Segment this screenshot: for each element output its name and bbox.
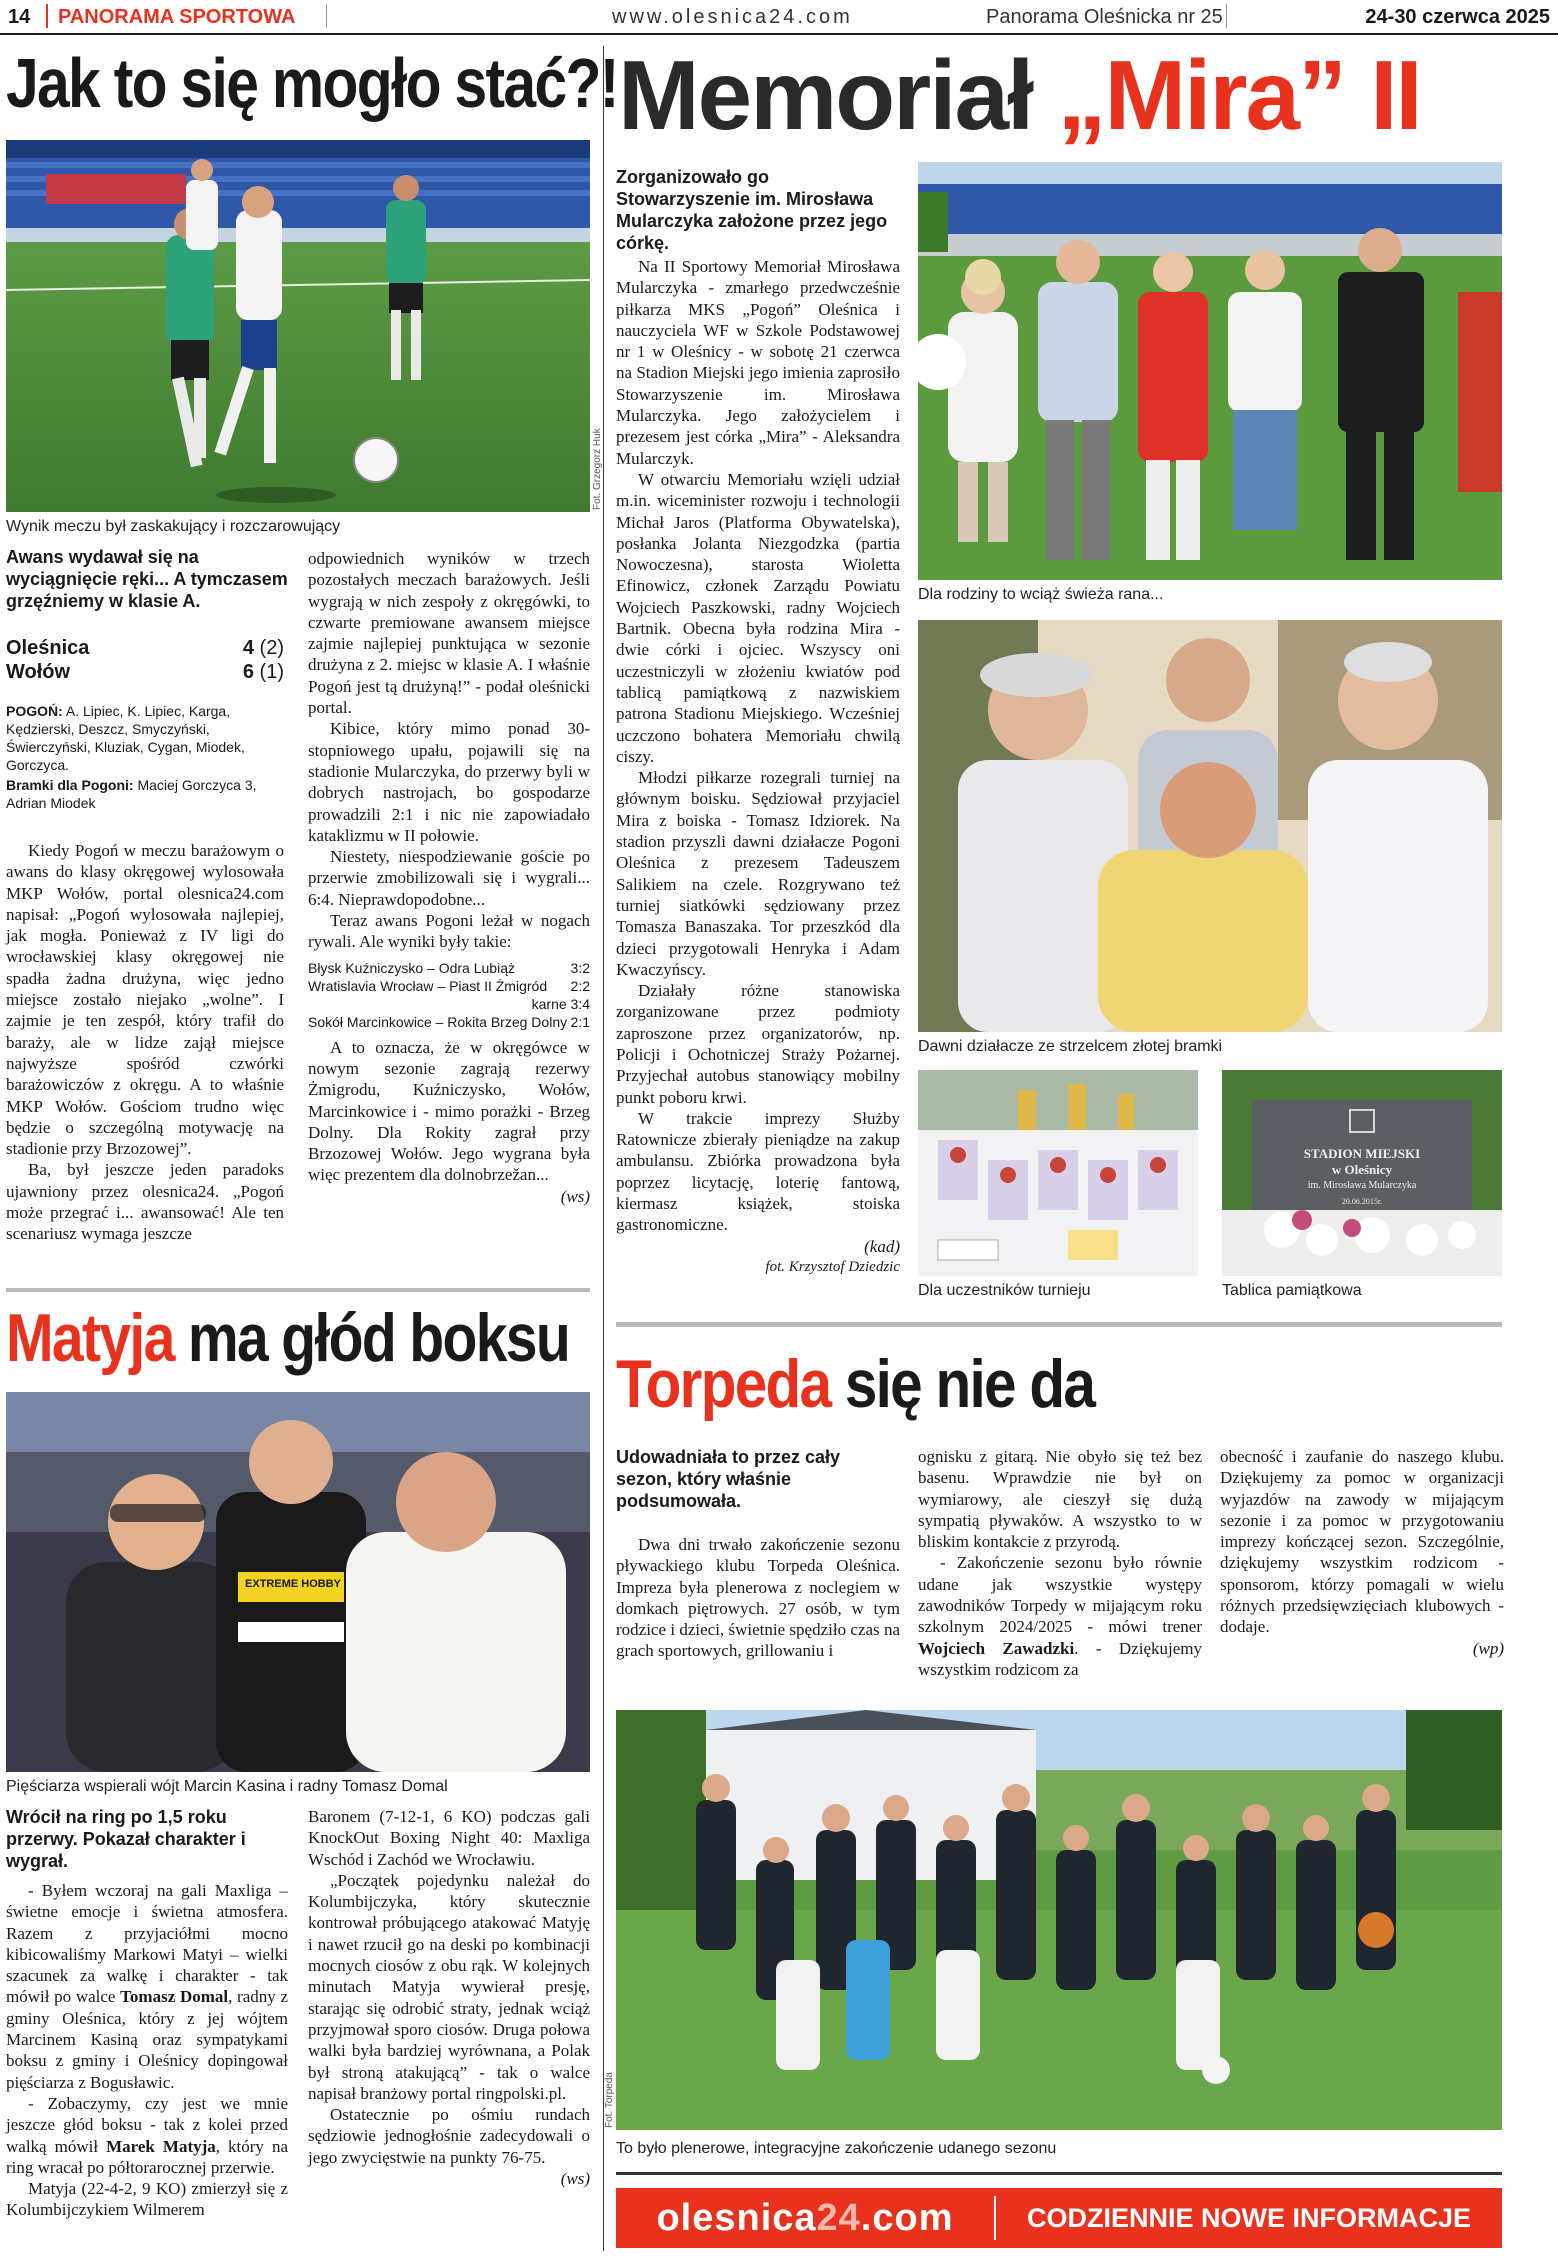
plaque-text — [1252, 1146, 1472, 1210]
article2-caption4: Tablica pamiątkowa — [1222, 1282, 1362, 1299]
article4-photo — [616, 1710, 1502, 2130]
plaque-line: w Oleśnicy — [1331, 1162, 1393, 1177]
results-table — [308, 959, 590, 1031]
paragraph: Dwa dni trwało zakończenie sezonu pływackiego klubu Torpeda Oleśnica. Impreza była plenerowa z noclegiem w domkach piętrowych. 27 osób, w tym rodzice i dzieci, świetnie spędziło czas na grach sportowych, grillowaniu i — [616, 1535, 900, 1661]
article1-lead: Awans wydawał się na wyciągnięcie ręki... A tymczasem grzęźniemy w klasie A. — [6, 547, 288, 611]
away-half: (1) — [259, 661, 284, 683]
article2-photo-family — [918, 162, 1502, 580]
paragraph: Młodzi piłkarze rozegrali turniej na głównym boisku. Sędziował przyjaciel Mira z boiska - Tomasz Idziorek. Na stadion przyszli dawni działacze Pogoni Oleśnica z prezesem Tadeuszem Salikiem na czele. Rozgrywano też turniej siatkówki sędziowany przez Tomasza Banaszaka. Tor przeszkód dla dzieci przygotowali Henryka i Adam Kwaczyńscy. — [616, 768, 900, 979]
paragraph: - Zobaczymy, czy jest we mnie jeszcze głód boksu - tak z kolei przed walką mówił Marek Matyja, który na ring wracał po półtorarocznej przerwie. — [6, 2093, 289, 2177]
section-rule — [616, 1322, 1502, 1327]
header-divider — [1226, 4, 1227, 28]
paragraph: „Początek pojedynku należał do Kolumbijczyka, który skutecznie kontrował próbującego atakować Matyję i nawet rzucił go na deski po kombinacji mocnych ciosów z obu rąk. W kolejnych minutach Matyja wywierał presję, starając się odrobić straty, jednak wciąż przyjmował sporo ciosów. Druga połowa walki była bardziej wyrównana, a Polak był stroną atakującą” - tak o walce napisał branżowy portal ringpolski.pl. — [308, 1870, 590, 2103]
person-name: Tomasz Domal — [120, 1987, 229, 2007]
paragraph: Niestety, niespodziewanie goście po przerwie zmobilizowali się i wygrali... 6:4. Nieprawdopodobne... — [308, 847, 590, 909]
article1-photo — [6, 140, 590, 512]
article3-photo — [6, 1392, 590, 1772]
article4-headline — [616, 1346, 1095, 1422]
result-row: karne 3:4 — [531, 995, 590, 1012]
result-row: Błysk Kuźniczysko – Odra Lubiąż 3:2 — [308, 959, 590, 976]
article1-caption: Wynik meczu był zaskakujący i rozczarowujący — [6, 518, 341, 535]
football-match-photo — [6, 140, 590, 512]
header-rule — [0, 33, 1558, 35]
photo-credit: Fot. Grzegorz Huk — [592, 428, 603, 510]
person-name: Wojciech Zawadzki — [918, 1638, 1075, 1658]
article4-col3 — [1220, 1446, 1504, 1659]
issue-number: Panorama Oleśnicka nr 25 — [986, 6, 1223, 28]
paragraph: odpowiednich wyników w trzech pozostałych meczach barażowych. Jeśli wygrają w nich zespoły z okręgówki, to czwarte premiowane awansem miejsce zajmie najlepiej punktująca w sezonie drużyna z 2. miejsc w klasie A. I właśnie Pogoń jest tą drużyną!” - podał oleśnicki portal. — [308, 549, 590, 718]
scorers-text: Maciej Gorczyca 3, Adrian Miodek — [6, 777, 257, 811]
page-header — [0, 0, 1558, 34]
lineup — [6, 702, 284, 774]
paragraph: Kibice, który mimo ponad 30-stopniowego upału, pojawili się na stadionie Mularczyka, do przerwy byli w dobrych nastrojach, bo gospodarze prowadzili 2:1 i nic nie zapowiadało kataklizmu w II połowie. — [308, 719, 590, 845]
banner-slogan: CODZIENNIE NOWE INFORMACJE — [1026, 2202, 1471, 2233]
score-home — [6, 636, 284, 660]
photo-credit: Fot. Torpeda — [604, 2072, 615, 2128]
person-name: Marek Matyja — [106, 2136, 216, 2156]
signature: (kad) — [864, 1236, 900, 1256]
article1-col2 — [308, 548, 590, 1207]
headline-accent: Torpeda — [616, 1346, 831, 1422]
family-photo — [918, 162, 1502, 580]
banner-site-name[interactable]: olesnica24.com — [656, 2196, 954, 2239]
article2-photo-plaque — [1222, 1070, 1502, 1276]
article2-headline — [618, 40, 1421, 150]
headline-part: ma głód boksu — [173, 1300, 570, 1376]
article2-text — [616, 256, 900, 1278]
paragraph: Baronem (7-12-1, 6 KO) podczas gali KnockOut Boxing Night 40: Maxliga Wschód i Zachód we Wrocławiu. — [308, 1807, 590, 1869]
article2-caption2: Dawni działacze ze strzelcem złotej bramki — [918, 1038, 1223, 1055]
swimmers-group-photo — [616, 1710, 1502, 2130]
article3-col1 — [6, 1880, 288, 2221]
paragraph: ognisku z gitarą. Nie obyło się też bez basenu. Wprawdzie nie był on wymiarowy, ale cieszył się dużą sympatią pływaków. A wszystko to w bliskim kontakcie z przyrodą. — [918, 1447, 1202, 1552]
result-row: Sokół Marcinkowice – Rokita Brzeg Dolny 2:1 — [308, 1013, 590, 1030]
article3-lead: Wrócił na ring po 1,5 roku przerwy. Pokazał charakter i wygrał. — [6, 1807, 246, 1871]
home-half: (2) — [259, 637, 284, 659]
headline-accent: „Mira” II — [1057, 40, 1421, 150]
headline-accent: Matyja — [6, 1300, 174, 1376]
paragraph: W otwarciu Memoriału wzięli udział m.in. wiceminister rozwoju i technologii Michał Jaros (Platforma Obywatelska), posłanka Jolanta Niezgodzka (partia Nowoczesna), starosta Wioletta Efinowicz, członek Zarządu Powiatu Wojciech Paszkowski, radny Wojciech Bartnik. Obecna była rodzina Mira - dwie córki i ojciec. Wszyscy oni uczestniczyli w złożeniu kwiatów pod tablicą pamiątkową z nazwiskiem patrona Stadionu Miejskiego. Wcześniej uczczono bohatera Memoriału chwilą ciszy. — [616, 469, 900, 766]
article4-caption: To było plenerowe, integracyjne zakończenie udanego sezonu — [616, 2140, 1057, 2157]
scorers-label: Bramki dla Pogoni: — [6, 777, 134, 793]
activists-photo — [918, 620, 1502, 1032]
photo-note: fot. Krzysztof Dziedzic — [765, 1258, 900, 1275]
site-banner[interactable] — [616, 2188, 1502, 2248]
article2-photo-trophies — [918, 1070, 1198, 1276]
section-rule — [616, 2172, 1502, 2175]
column-divider — [603, 46, 604, 2251]
result-row: Wratislavia Wrocław – Piast II Żmigród 2:2 — [308, 977, 590, 994]
paragraph: Ostatecznie po ośmiu rundach sędziowie jednogłośnie zadecydowali o jego zwycięstwie na punkty 76-75. — [308, 2105, 590, 2167]
header-url[interactable]: www.olesnica24.com — [612, 6, 853, 28]
paragraph: Matyja (22-4-2, 9 KO) zmierzył się z Kolumbijczykiem Wilmerem — [6, 2179, 288, 2220]
article2-lead: Zorganizowało go Stowarzyszenie im. Mirosława Mularczyka założone przez jego córkę. — [616, 167, 888, 253]
paragraph: - Byłem wczoraj na gali Maxliga – świetne emocje i świetna atmosfera. Razem z przyjaciółmi mocno kibicowaliśmy Markowi Matyi – wielki szacunek za walkę i charakter - tak mówił po walce Tomasz Domal, radny z gminy Oleśnica, który z jej wójtem Marcinem Kasiną oraz sympatykami boksu z gminy i Oleśnicy dopingował pięściarza z Bogusławic. — [6, 1881, 288, 2092]
plaque-line: 20.06.2015r. — [1341, 1197, 1383, 1206]
paragraph: obecność i zaufanie do naszego klubu. Dziękujemy za pomoc w organizacji wyjazdów na zawody w mijającym sezonie i za pomoc w przygotowaniu imprezy kończącej sezon. Szczególnie, dziękujemy wszystkim rodzicom - sponsorom, którzy pomagali w wielu różnych przedsięwzięciach klubowych - dodaje. — [1220, 1447, 1504, 1637]
article2-caption3: Dla uczestników turnieju — [918, 1282, 1091, 1299]
article1-headline: Jak to się mogło stać?! — [6, 44, 618, 122]
home-goals: 4 — [242, 637, 254, 659]
article2-photo-activists — [918, 620, 1502, 1032]
away-team: Wołów — [6, 661, 71, 683]
article3-caption: Pięściarza wspierali wójt Marcin Kasina i radny Tomasz Domal — [6, 1778, 448, 1795]
match-score — [6, 636, 284, 684]
page-number: 14 — [8, 6, 31, 28]
section-rule — [6, 1288, 590, 1292]
signature: (ws) — [560, 1186, 590, 1206]
plaque-line: im. Mirosława Mularczyka — [1307, 1180, 1417, 1191]
signature: (wp) — [1472, 1638, 1504, 1658]
headline-part: Memoriał — [618, 40, 1058, 150]
lineup-label: POGOŃ: — [6, 703, 63, 719]
header-divider — [326, 4, 327, 28]
scorers — [6, 776, 284, 812]
article1-col1 — [6, 840, 284, 1245]
paragraph: Kiedy Pogoń w meczu barażowym o awans do klasy okręgowej wylosowała MKP Wołów, portal olesnica24.com napisał: „Pogoń wylosowała najlepiej, jak mogła. Ponieważ z IV ligi do wrocławskiej klasy okręgowej nie spadła żadna drużyna, więc jedno miejsce zostało niejako „wolne”. I zajmie je ten zespół, który trafił do baraży, ale w lidze zajął miejsce najwyższe spośród czwórki barażowiczów z okręgu. A to właśnie MKP Wołów. Gościom trudno więc będzie o szczególną motywację na stadionie przy Brzozowej”. — [6, 841, 284, 1159]
issue-date: 24-30 czerwca 2025 — [1365, 6, 1550, 28]
header-divider — [46, 4, 48, 28]
article4-lead: Udowadniała to przez cały sezon, który właśnie podsumowała. — [616, 1447, 841, 1511]
lineup-text: A. Lipiec, K. Lipiec, Karga, Kędzierski, Deszcz, Smyczyński, Świerczyński, Kluziak, Cygan, Miodek, Gorczyca. — [6, 703, 245, 773]
paragraph: Działały różne stanowiska zorganizowane przez podmioty zaproszone przez organizatorów, np. Policji i Ochotniczej Straży Pożarnej. Przyjechał autobus stanowiący mobilny punkt poboru krwi. — [616, 981, 900, 1107]
article2-caption1: Dla rodziny to wciąż świeża rana... — [918, 586, 1164, 603]
paragraph: A to oznacza, że w okręgówce w nowym sezonie zagrają rezerwy Żmigrodu, Kuźniczysko, Wołów, Marcinkowice i - mimo porażki - Brzeg Dolny. Dla Rokity zagrał przy Brzozowej Wołów. Jego wygrana była więc prezentem dla dolnobrzežan... — [308, 1037, 590, 1185]
score-away — [6, 660, 284, 684]
trophies-photo — [918, 1070, 1198, 1276]
away-goals: 6 — [242, 661, 254, 683]
paragraph: Ba, był jeszcze jeden paradoks ujawniony przez olesnica24. „Pogoń może przegrać i... awansować! Ale ten scenariusz wymaga jeszcze — [6, 1160, 284, 1244]
plaque-line: STADION MIEJSKI — [1303, 1146, 1421, 1161]
home-team: Oleśnica — [6, 637, 90, 659]
paragraph: - Zakończenie sezonu było równie udane jak wszystkie występy zawodników Torpedy w mijającym roku szkolnym 2024/2025 - mówi trener Wojciech Zawadzki. - Dziękujemy wszystkim rodzicom za — [918, 1553, 1202, 1679]
paragraph: Na II Sportowy Memoriał Mirosława Mularczyka - zmarłego przedwcześnie piłkarza MKS „Pogoń” Oleśnica i nauczyciela WF w Szkole Podstawowej nr 1 w Oleśnicy - w sobotę 21 czerwca na Stadion Miejski jego imienia zaprosiło Stowarzyszenie im. Mirosława Mularczyka. Jego założycielem i prezesem jest córka „Mira” - Aleksandra Mularczyk. — [616, 257, 900, 468]
article4-col1 — [616, 1534, 900, 1662]
article3-headline — [6, 1300, 570, 1376]
section-title: PANORAMA SPORTOWA — [58, 6, 296, 28]
signature: (ws) — [560, 2169, 590, 2189]
article4-col2 — [918, 1446, 1202, 1680]
headline-part: się nie da — [830, 1346, 1095, 1422]
paragraph: W trakcie imprezy Służby Ratownicze zbierały pieniądze na zakup ambulansu. Zbiórka prowadzona była poprzez licytację, loterię fantową, kiermasz książek, stoiska gastronomiczne. — [616, 1108, 900, 1235]
article3-col2 — [308, 1806, 590, 2189]
shirt-text: EXTREME HOBBY — [245, 1578, 341, 1590]
paragraph: Teraz awans Pogoni leżał w nogach rywali. Ale wyniki były takie: — [308, 911, 590, 952]
